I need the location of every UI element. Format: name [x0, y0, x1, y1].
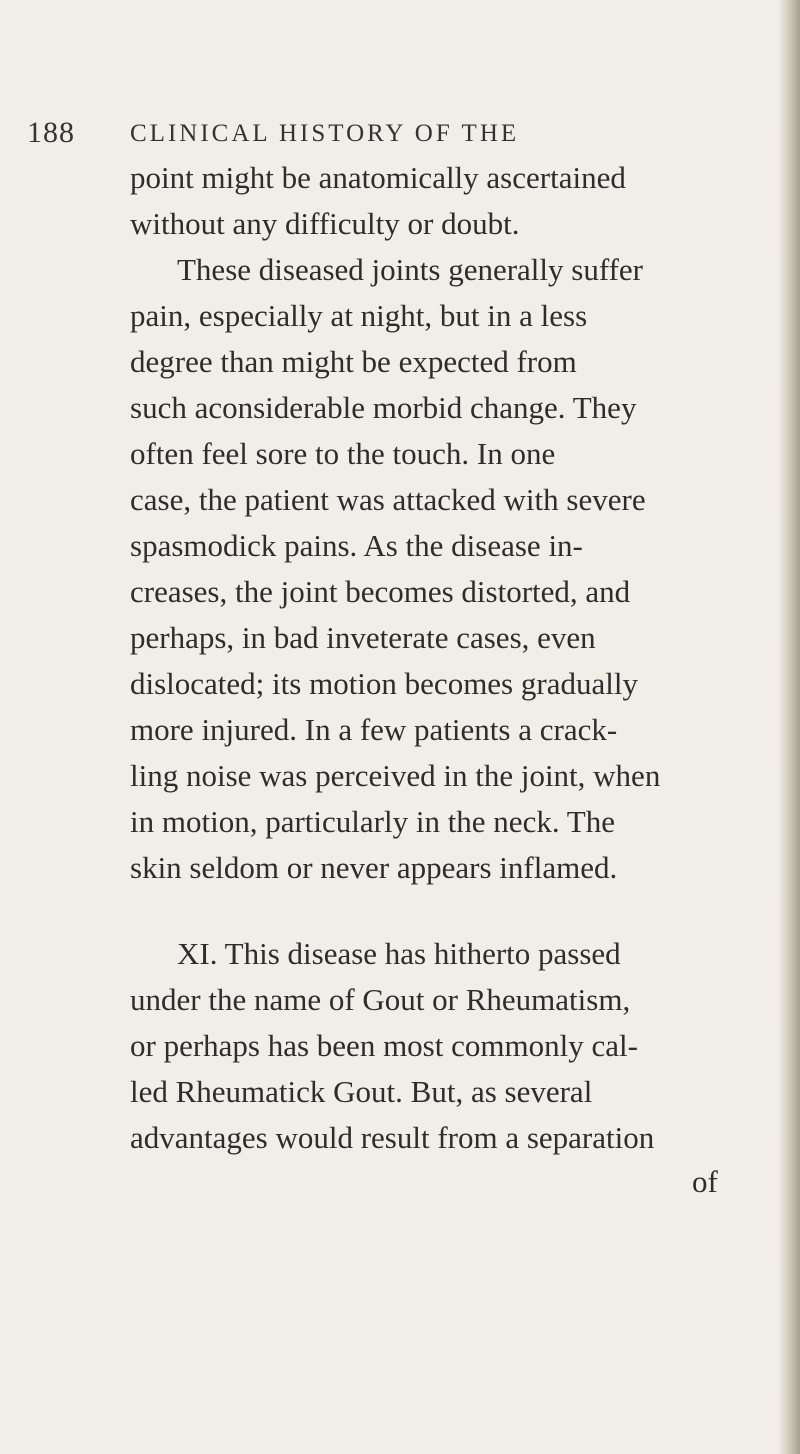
text-line: XI. This disease has hitherto passed — [177, 936, 621, 971]
text-line: in motion, particularly in the neck. The — [130, 804, 615, 839]
page-number: 188 — [27, 116, 75, 149]
text-line: skin seldom or never appears inflamed. — [130, 850, 618, 885]
page-edge-shadow — [778, 0, 800, 1454]
text-line: often feel sore to the touch. In one — [130, 436, 556, 471]
text-line: led Rheumatick Gout. But, as several — [130, 1074, 593, 1109]
text-line: dislocated; its motion becomes gradually — [130, 666, 638, 701]
text-line: under the name of Gout or Rheumatism, — [130, 982, 631, 1017]
text-line: creases, the joint becomes distorted, and — [130, 574, 631, 609]
text-line: perhaps, in bad inveterate cases, even — [130, 620, 596, 655]
text-line: case, the patient was attacked with severe — [130, 482, 646, 517]
text-line: point might be anatomically ascertained — [130, 160, 626, 195]
text-line: pain, especially at night, but in a less — [130, 298, 588, 333]
text-line: These diseased joints generally suffer — [177, 252, 643, 287]
text-line: degree than might be expected from — [130, 344, 577, 379]
text-line: more injured. In a few patients a crack- — [130, 712, 618, 747]
text-line: or perhaps has been most commonly cal- — [130, 1028, 638, 1063]
text-line: ling noise was perceived in the joint, when — [130, 758, 661, 793]
text-line: such aconsiderable morbid change. They — [130, 390, 637, 425]
text-line: spasmodick pains. As the disease in- — [130, 528, 583, 563]
text-line: advantages would result from a separation — [130, 1120, 655, 1155]
page-header — [0, 116, 800, 156]
running-head: CLINICAL HISTORY OF THE — [130, 120, 520, 147]
text-line: without any difficulty or doubt. — [130, 206, 520, 241]
catchword: of — [692, 1164, 718, 1199]
